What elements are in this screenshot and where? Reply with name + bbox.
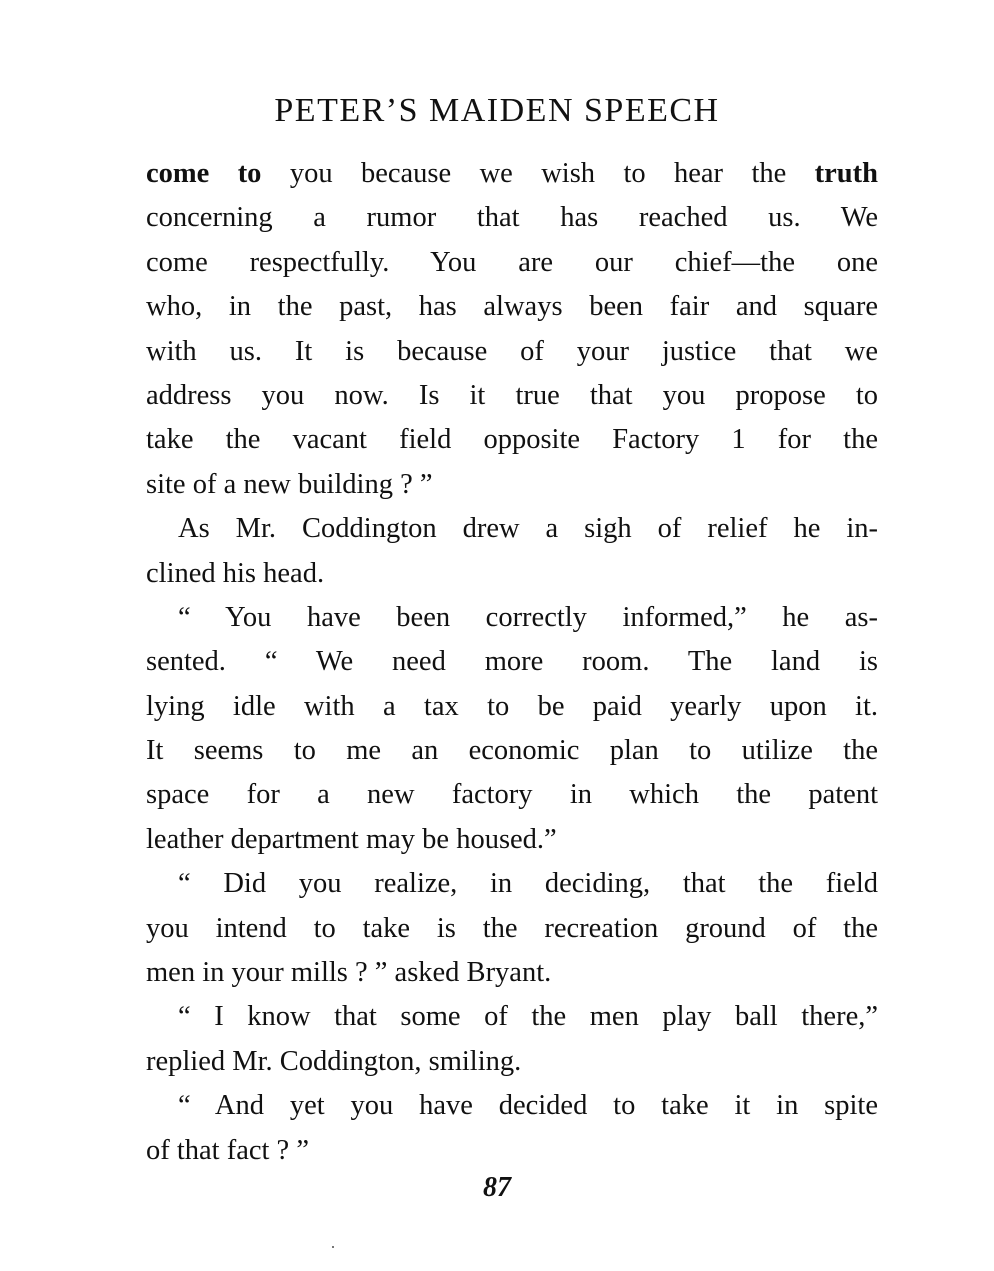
text-line: As Mr. Coddington drew a sigh of relief he in- [178, 513, 878, 545]
text-line: clined his head. [146, 557, 325, 589]
text-line: men in your mills ? ” asked Bryant. [146, 957, 552, 989]
text-line: replied Mr. Coddington, smiling. [146, 1045, 522, 1077]
page-number: 87 [483, 1172, 511, 1203]
body-text [146, 152, 878, 1173]
text-line: come respectfully. You are our chief—the one [146, 246, 878, 278]
text-line: concerning a rumor that has reached us. We [146, 202, 878, 234]
print-speck [332, 1246, 334, 1248]
text-line: of that fact ? ” [146, 1134, 309, 1166]
text-line: space for a new factory in which the patent [146, 779, 878, 811]
text-line: take the vacant field opposite Factory 1 for the [146, 424, 878, 456]
text-line: site of a new building ? ” [146, 468, 433, 500]
text-line: lying idle with a tax to be paid yearly upon it. [146, 690, 878, 722]
emphasis-word: truth [814, 158, 879, 189]
text-line: come to you because we wish to hear the truth [146, 158, 879, 189]
text-line: who, in the past, has always been fair and square [146, 291, 878, 323]
text-line: It seems to me an economic plan to utilize the [146, 735, 878, 767]
text-line: sented. “ We need more room. The land is [146, 646, 878, 678]
text-line: leather department may be housed.” [146, 823, 557, 855]
text-line: “ And yet you have decided to take it in spite [178, 1090, 878, 1122]
text-line: address you now. Is it true that you propose to [146, 379, 878, 411]
text-line: “ I know that some of the men play ball there,” [178, 1001, 878, 1033]
text-line: with us. It is because of your justice that we [146, 335, 878, 367]
text-line: “ Did you realize, in deciding, that the field [178, 868, 878, 900]
running-head: PETER’S MAIDEN SPEECH [274, 92, 720, 129]
text-line: “ You have been correctly informed,” he as- [178, 601, 878, 633]
text-line: you intend to take is the recreation ground of the [146, 912, 878, 944]
emphasis-word: come to [146, 158, 262, 189]
